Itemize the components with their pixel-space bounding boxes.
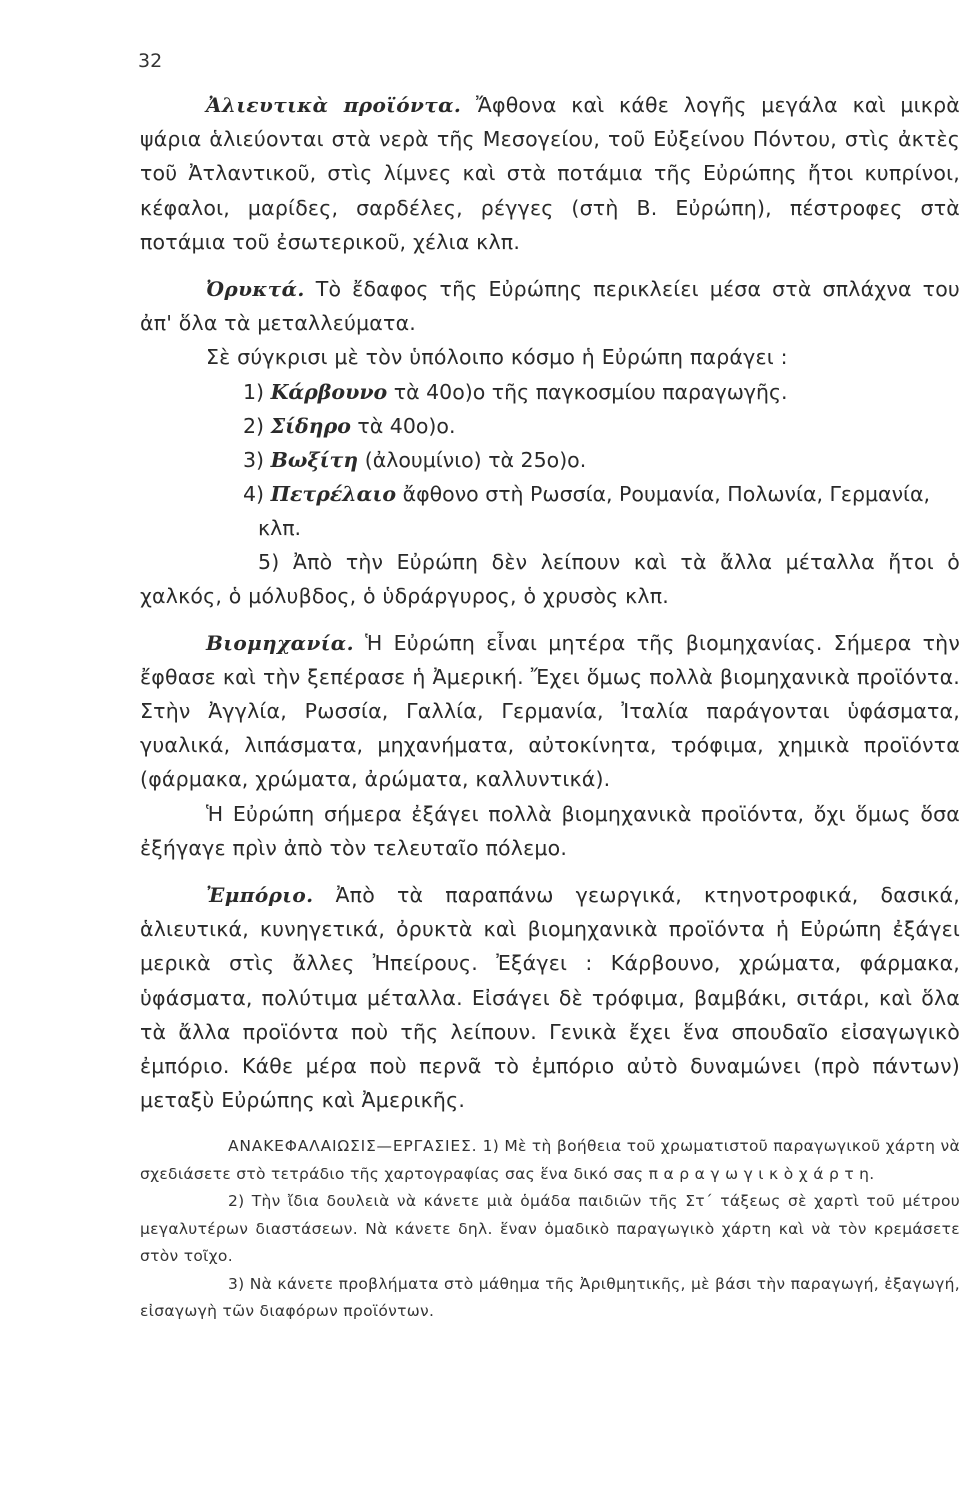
exercise-text: 1) Μὲ τὴ βοήθεια τοῦ χρωματιστοῦ παραγωγικοῦ χάρτη νὰ σχεδιάσετε στὸ τετράδιο τῆς χαρτογραφίας σας ἕνα δικό σας π α ρ α γ ω γ ι κ ὸ χ ά ρ τ η. (140, 1137, 960, 1183)
fishery-paragraph (140, 88, 960, 259)
list-number: 1) (243, 379, 265, 404)
mineral-name: Πετρέλαιο (270, 481, 397, 506)
industry-paragraph (140, 626, 960, 797)
list-number: 3) (243, 447, 265, 472)
mineral-name: Κάρβουνο (270, 379, 388, 404)
page-body (140, 88, 960, 1326)
mineral-text: Ἀπὸ τὴν Εὐρώπη δὲν λείπουν καὶ τὰ ἄλλα μέταλλα ἤτοι ὁ χαλκός, ὁ μόλυβδος, ὁ ὑδράργυρος, ὁ χρυσὸς κλπ. (140, 549, 961, 608)
page-number: 32 (138, 50, 163, 72)
mineral-text: (ἀλουμίνιο) τὰ 25ο)ο. (364, 447, 587, 472)
minerals-intro: Σὲ σύγκρισι μὲ τὸν ὑπόλοιπο κόσμο ἡ Εὐρώπη παράγει : (206, 345, 788, 370)
minerals-text: Τὸ ἔδαφος τῆς Εὐρώπης περικλείει μέσα στὰ σπλάχνα του ἀπ' ὅλα τὰ μεταλλεύματα. (140, 277, 960, 336)
trade-text: Ἀπὸ τὰ παραπάνω γεωργικά, κτηνοτροφικά, δασικά, ἁλιευτικά, κυνηγετικά, ὀρυκτὰ καὶ βιομηχανικὰ προϊόντα ἡ Εὐρώπη ἐξάγει μερικὰ στὶς ἄλλες Ἠπείρους. Ἐξάγει : Κάρβουνο, χρώματα, φάρμακα, ὑφάσματα, πολύτιμα μέταλλα. Εἰσάγει δὲ τρόφιμα, βαμβάκι, σιτάρι, καὶ ὅλα τὰ ἄλλα προϊόντα ποὺ τῆς λείπουν. Γενικὰ ἔχει ἕνα σπουδαῖο εἰσαγωγικὸ ἐμπόριο. Κάθε μέρα ποὺ περνᾶ τὸ ἐμπόριο αὐτὸ δυναμώνει (πρὸ πάντων) μεταξὺ Εὐρώπης καὶ Ἀμερικῆς. (140, 883, 960, 1113)
industry-text: Ἡ Εὐρώπη εἶναι μητέρα τῆς βιομηχανίας. Σήμερα τὴν ἔφθασε καὶ τὴν ξεπέρασε ἡ Ἀμερική. Ἔχει ὅμως πολλὰ βιομηχανικὰ προϊόντα. Στὴν Ἀγγλία, Ρωσσία, Γαλλία, Γερμανία, Ἰταλία παράγονται ὑφάσματα, γυαλικά, λιπάσματα, μηχανήματα, αὐτοκίνητα, τρόφιμα, χημικὰ προϊόντα (φάρμακα, χρώματα, ἀρώματα, καλλυντικά). (140, 630, 960, 792)
mineral-text: τὰ 40ο)ο. (357, 413, 456, 438)
trade-heading: Ἐμπόριο. (206, 883, 314, 908)
mineral-text: τὰ 40ο)ο τῆς παγκοσμίου παραγωγῆς. (393, 379, 788, 404)
fishery-text: Ἄφθονα καὶ κάθε λογῆς μεγάλα καὶ μικρὰ ψάρια ἁλιεύονται στὰ νερὰ τῆς Μεσογείου, τοῦ Εὐξείνου Πόντου, στὶς ἀκτὲς τοῦ Ἀτλαντικοῦ, στὶς λίμνες καὶ στὰ ποτάμια τῆς Εὐρώπης ἤτοι κυπρίνοι, κέφαλοι, μαρίδες, σαρδέλες, ρέγγες (στὴ Β. Εὐρώπη), πέστροφες στὰ ποτάμια τοῦ ἐσωτερικοῦ, χέλια κλπ. (140, 93, 960, 254)
minerals-heading: Ὀρυκτά. (206, 277, 305, 302)
industry-paragraph-2: Ἡ Εὐρώπη σήμερα ἐξάγει πολλὰ βιομηχανικὰ προϊόντα, ὄχι ὅμως ὅσα ἐξήγαγε πρὶν ἀπὸ τὸν τελευταῖο πόλεμο. (140, 801, 960, 860)
mineral-item-coal (140, 375, 960, 409)
exercise-item-3: 3) Νὰ κάνετε προβλήματα στὸ μάθημα τῆς Ἀριθμητικῆς, μὲ βάσι τὴν παραγωγή, ἐξαγωγή, εἰσαγωγὴ τῶν διαφόρων προϊόντων. (140, 1274, 960, 1321)
exercise-item-1 (140, 1133, 960, 1188)
mineral-item-other (140, 545, 960, 613)
minerals-paragraph (140, 272, 960, 340)
list-number: 2) (243, 413, 265, 438)
list-number: 4) (243, 481, 265, 506)
mineral-name: Βωξίτη (270, 447, 359, 472)
mineral-name: Σίδηρο (270, 413, 351, 438)
mineral-item-oil (140, 477, 960, 545)
exercises-block (140, 1133, 960, 1326)
mineral-item-bauxite (140, 443, 960, 477)
trade-paragraph (140, 878, 960, 1117)
mineral-item-iron (140, 409, 960, 443)
exercises-title: ΑΝΑΚΕΦΑΛΑΙΩΣΙΣ—ΕΡΓΑΣΙΕΣ. (228, 1137, 478, 1156)
exercise-item-2: 2) Τὴν ἴδια δουλειὰ νὰ κάνετε μιὰ ὁμάδα παιδιῶν τῆς Στ΄ τάξεως σὲ χαρτὶ τοῦ μέτρου μεγαλυτέρων διαστάσεων. Νὰ κάνετε δηλ. ἕναν ὁμαδικὸ παραγωγικὸ χάρτη καὶ νὰ τὸν κρεμάσετε στὸν τοῖχο. (140, 1192, 960, 1266)
mineral-text: ἄφθονο στὴ Ρωσσία, Ρουμανία, Πολωνία, Γερμανία, κλπ. (258, 481, 930, 540)
fishery-heading: Ἀλιευτικὰ προϊόντα. (206, 93, 462, 117)
industry-heading: Βιομηχανία. (206, 630, 354, 655)
list-number: 5) (258, 549, 280, 574)
